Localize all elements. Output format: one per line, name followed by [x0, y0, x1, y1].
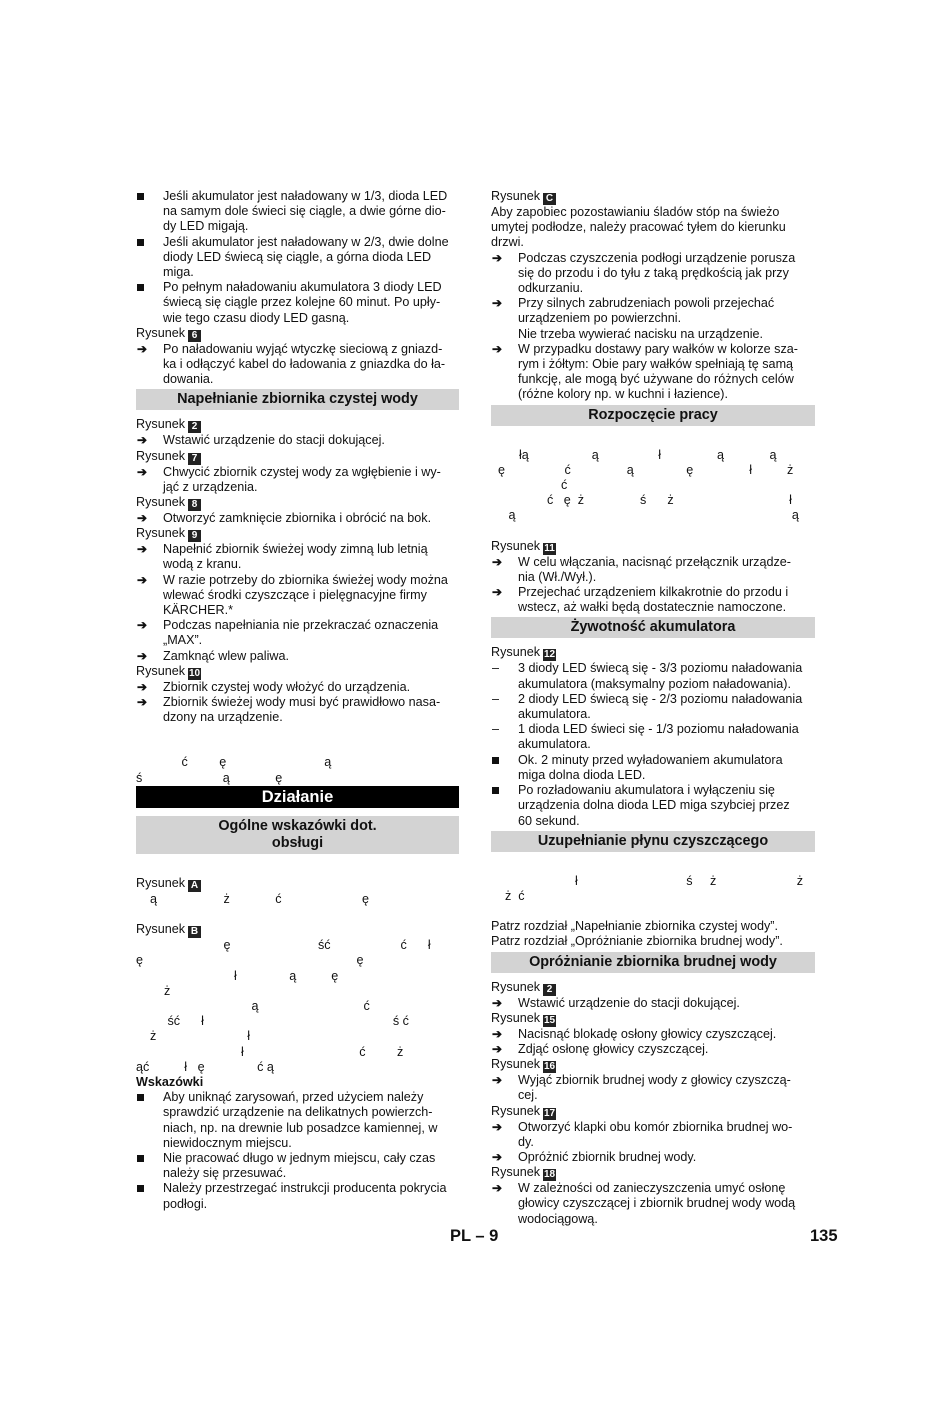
item-text: Przy silnych zabrudzeniach powoli przejechać urządzeniem po powierzchni. Nie trzeba wywierać nacisku na urządzenie. [518, 296, 775, 341]
figure-label: Rysunek [136, 526, 185, 541]
bullet-item [491, 783, 815, 829]
figure-reference [136, 876, 459, 892]
arrow-right-icon: ➔ [137, 341, 148, 356]
subsection-heading: Ogólne wskazówki dot. obsługi [136, 816, 459, 854]
instruction-step [136, 573, 459, 619]
figure-reference [491, 539, 815, 555]
arrow-right-icon: ➔ [137, 511, 148, 526]
square-bullet-icon [136, 189, 163, 204]
figure-label: Rysunek [491, 189, 540, 203]
bullet-item [136, 189, 459, 235]
figure-number-badge: A [188, 880, 201, 892]
instruction-step [136, 618, 459, 648]
instruction-step [136, 542, 459, 572]
figure-reference [491, 1011, 815, 1027]
item-text: Zdjąć osłonę głowicy czyszczącej. [518, 1041, 709, 1056]
figure-number-badge: B [188, 926, 201, 938]
arrow-right-icon: ➔ [137, 433, 148, 448]
figure-number-badge: 2 [543, 984, 556, 996]
arrow-right-icon: ➔ [137, 572, 148, 587]
figure-reference [491, 1057, 815, 1073]
item-text: Po rozładowaniu akumulatora i wyłączeniu się urządzenia dolna dioda LED miga szybciej przez 60 sekund. [518, 783, 790, 828]
figure-number-badge: 11 [544, 542, 555, 554]
figure-label: Rysunek [491, 1057, 540, 1072]
figure-number-badge: 18 [544, 1169, 556, 1181]
section-heading: Działanie [136, 786, 459, 808]
arrow-right-icon: ➔ [492, 554, 503, 569]
item-text: Po pełnym naładowaniu akumulatora 3 diody LED świecą się ciągle przez kolejne 60 minut. Po upły- wie tego czasu diody LED gasną. [163, 280, 442, 325]
instruction-step [491, 585, 815, 615]
square-bullet-icon [136, 280, 163, 295]
dash-bullet-icon: – [492, 722, 500, 737]
item-text: Zamknąć wlew paliwa. [163, 648, 289, 663]
subsection-heading: Żywotność akumulatora [491, 617, 815, 638]
partial-glyph-text: ą ż ć ę [136, 891, 370, 906]
spacer [491, 904, 815, 919]
subsection-heading: Opróżnianie zbiornika brudnej wody [491, 952, 815, 973]
item-text: 1 dioda LED świeci się - 1/3 poziomu naładowania akumulatora. [518, 722, 799, 752]
square-bullet-icon [136, 1151, 163, 1166]
dash-bullet-icon: – [492, 691, 500, 706]
figure-number-badge: 17 [544, 1107, 556, 1119]
figure-label: Rysunek [491, 1165, 540, 1180]
item-text: Aby uniknąć zarysowań, przed użyciem należy sprawdzić urządzenie na delikatnych powierzch- niach, np. na drewnie lub posadzce kamiennej, w niewidocznym miejscu. [163, 1090, 438, 1150]
page-number: 135 [810, 1227, 838, 1245]
figure-reference [136, 922, 459, 938]
figure-label: Rysunek [136, 417, 185, 432]
figure-label: Rysunek [136, 495, 185, 510]
item-text: Chwycić zbiornik czystej wody za wgłębienie i wy- jąć z urządzenia. [163, 464, 441, 494]
square-bullet-icon [491, 753, 518, 768]
figure-number-badge: 7 [188, 453, 201, 465]
item-text: Przejechać urządzeniem kilkakrotnie do przodu i wstecz, aż wałki będą dostatecznie namoczone. [518, 585, 789, 615]
instruction-step [491, 296, 815, 342]
arrow-right-icon: ➔ [492, 341, 503, 356]
spacer [136, 861, 459, 876]
figure-reference [491, 1104, 815, 1120]
instruction-step [491, 1027, 815, 1042]
instruction-step [136, 511, 459, 526]
item-text: Otworzyć klapki obu komór zbiornika brudnej wo- dy. [518, 1119, 793, 1149]
notes-heading: Wskazówki [136, 1074, 204, 1089]
arrow-right-icon: ➔ [492, 1073, 503, 1088]
figure-reference [491, 189, 815, 205]
bullet-item [491, 753, 815, 783]
partial-glyph-text: ł ś ż ż ż ć [504, 873, 804, 903]
subsection-heading: Rozpoczęcie pracy [491, 405, 815, 426]
figure-label: Rysunek [491, 1010, 540, 1025]
item-text: Podczas czyszczenia podłogi urządzenie porusza się do przodu i do tyłu z taką prędkością jak przy odkurzaniu. [518, 250, 796, 296]
figure-number-badge: 10 [189, 667, 201, 679]
item-text: Zbiornik czystej wody włożyć do urządzenia. [163, 679, 411, 694]
instruction-step [136, 342, 459, 388]
figure-number-badge: 15 [544, 1014, 556, 1026]
bullet-item [136, 1151, 459, 1181]
figure-label: Rysunek [491, 538, 540, 553]
arrow-right-icon: ➔ [492, 1041, 503, 1056]
item-text: 2 diody LED świecą się - 2/3 poziomu naładowania akumulatora. [518, 691, 803, 722]
dash-bullet-icon: – [492, 661, 500, 676]
instruction-step [491, 1073, 815, 1103]
arrow-right-icon: ➔ [492, 296, 503, 311]
instruction-step [136, 680, 459, 695]
instruction-step [491, 555, 815, 585]
right-column [491, 189, 815, 1227]
instruction-step [491, 251, 815, 297]
item-text: Opróżnić zbiornik brudnej wody. [518, 1149, 697, 1164]
figure-reference [136, 417, 459, 433]
figure-reference [491, 980, 815, 996]
figure-label: Rysunek [136, 325, 185, 340]
partial-glyph-text: ę ść ć ł ę ę ł ą ę ż ą ć ść ł ś ć ż ł ł ć ż ąć ł ę ć ą [136, 938, 431, 1074]
arrow-right-icon: ➔ [137, 464, 148, 479]
bullet-item [136, 235, 459, 281]
instruction-step [491, 996, 815, 1011]
figure-label: Rysunek [491, 645, 540, 660]
square-bullet-icon [136, 235, 163, 250]
arrow-right-icon: ➔ [492, 995, 503, 1010]
figure-reference [136, 495, 459, 511]
arrow-right-icon: ➔ [492, 585, 503, 600]
item-text: 3 diody LED świecą się - 3/3 poziomu naładowania akumulatora (maksymalny poziom naładowania). [518, 661, 803, 691]
dash-item [491, 722, 815, 752]
item-text: Napełnić zbiornik świeżej wody zimną lub letnią wodą z kranu. [163, 542, 428, 572]
figure-number-badge: 12 [544, 649, 556, 661]
instruction-step [136, 465, 459, 495]
square-bullet-icon [491, 783, 518, 798]
instruction-step [136, 649, 459, 664]
figure-label: Rysunek [491, 1103, 540, 1118]
bullet-item [136, 1181, 459, 1211]
item-text: W celu włączania, nacisnąć przełącznik urządze- nia (Wł./Wył.). [518, 554, 791, 584]
instruction-step [491, 342, 815, 403]
item-text: Podczas napełniania nie przekraczać oznaczenia „MAX”. [163, 618, 439, 648]
item-text: Wstawić urządzenie do stacji dokującej. [163, 433, 385, 448]
item-text: Nacisnąć blokadę osłony głowicy czyszczącej. [518, 1026, 777, 1041]
page-label: PL – 9 [450, 1227, 499, 1245]
dash-item [491, 692, 815, 722]
figure-label: Rysunek [136, 875, 185, 890]
left-column [136, 189, 459, 1212]
item-text: Należy przestrzegać instrukcji producenta pokrycia podłogi. [163, 1181, 447, 1211]
arrow-right-icon: ➔ [137, 679, 148, 694]
arrow-right-icon: ➔ [137, 618, 148, 633]
figure-reference [136, 526, 459, 542]
arrow-right-icon: ➔ [492, 1149, 503, 1164]
instruction-step [136, 433, 459, 448]
instruction-step [491, 1120, 815, 1150]
figure-number-badge: 6 [188, 330, 201, 342]
square-bullet-icon [136, 1181, 163, 1196]
instruction-step [491, 1150, 815, 1165]
instruction-step [491, 1042, 815, 1057]
arrow-right-icon: ➔ [137, 695, 148, 710]
dash-item [491, 661, 815, 691]
spacer [491, 433, 815, 448]
instruction-step [136, 695, 459, 725]
subsection-heading: Uzupełnianie płynu czyszczącego [491, 831, 815, 852]
figure-reference [136, 326, 459, 342]
figure-label: Rysunek [491, 979, 540, 994]
figure-label: Rysunek [136, 922, 185, 937]
arrow-right-icon: ➔ [137, 648, 148, 663]
arrow-right-icon: ➔ [492, 1026, 503, 1041]
arrow-right-icon: ➔ [492, 250, 503, 265]
figure-label: Rysunek [136, 663, 185, 678]
spacer [136, 725, 459, 755]
item-text: Po naładowaniu wyjąć wtyczkę sieciową z gniazd- ka i odłączyć kabel do ładowania z gniazdka do ła- dowania. [163, 341, 446, 387]
item-text: Wstawić urządzenie do stacji dokującej. [518, 995, 740, 1010]
arrow-right-icon: ➔ [492, 1119, 503, 1134]
item-text: Otworzyć zamknięcie zbiornika i obrócić na bok. [163, 511, 432, 526]
spacer [491, 859, 815, 874]
item-text: Jeśli akumulator jest naładowany w 2/3, dwie dolne diody LED świecą się ciągle, a górna dioda LED miga. [163, 234, 449, 280]
figure-number-badge: 2 [188, 421, 201, 433]
item-text: W zależności od zanieczyszczenia umyć osłonę głowicy czyszczącej i zbiornik brudnej wody wodą wodociągową. [518, 1181, 796, 1226]
item-text: Ok. 2 minuty przed wyładowaniem akumulatora miga dolna dioda LED. [518, 752, 783, 782]
figure-label: Rysunek [136, 448, 185, 463]
partial-glyph-text: łą ą ł ą ą ę ć ą ę ł ż ć ć ę ż ś ż ł ą ą [497, 447, 799, 523]
instruction-step [491, 1181, 815, 1227]
paragraph: Aby zapobiec pozostawianiu śladów stóp na świeżo umytej podłodze, należy pracować tyłem do kierunku drzwi. [491, 205, 786, 250]
figure-number-badge: 8 [188, 499, 201, 511]
figure-reference [136, 664, 459, 680]
figure-number-badge: C [543, 193, 556, 205]
paragraph: Patrz rozdział „Napełnianie zbiornika czystej wody”. Patrz rozdział „Opróżnianie zbiornika brudnej wody”. [491, 919, 783, 949]
bullet-item [136, 1090, 459, 1151]
square-bullet-icon [136, 1090, 163, 1105]
figure-number-badge: 16 [544, 1061, 556, 1073]
bullet-item [136, 280, 459, 326]
partial-glyph-text: ć ę ą ś ą ę [136, 755, 332, 785]
spacer [136, 907, 459, 922]
item-text: W przypadku dostawy pary wałków w kolorze sza- rym i żółtym: Obie pary wałków spełniają tę samą funkcję, ale mogą być używane do różnych celów (różne kolory np. w kuchni i łazience). [518, 341, 798, 402]
figure-reference [491, 645, 815, 661]
arrow-right-icon: ➔ [137, 542, 148, 557]
item-text: W razie potrzeby do zbiornika świeżej wody można wlewać środki czyszczące i pielęgnacyjne firmy KÄRCHER.* [163, 572, 448, 618]
spacer [491, 524, 815, 539]
figure-number-badge: 9 [188, 530, 201, 542]
arrow-right-icon: ➔ [492, 1181, 503, 1196]
item-text: Zbiornik świeżej wody musi być prawidłowo nasa- dzony na urządzenie. [163, 695, 441, 725]
figure-reference [136, 449, 459, 465]
item-text: Wyjąć zbiornik brudnej wody z głowicy czyszczą- cej. [518, 1073, 791, 1103]
figure-reference [491, 1165, 815, 1181]
item-text: Jeśli akumulator jest naładowany w 1/3, dioda LED na samym dole świeci się ciągle, a dwie górne dio- dy LED migają. [163, 189, 448, 234]
subsection-heading: Napełnianie zbiornika czystej wody [136, 389, 459, 410]
item-text: Nie pracować długo w jednym miejscu, cały czas należy się przesuwać. [163, 1150, 436, 1181]
